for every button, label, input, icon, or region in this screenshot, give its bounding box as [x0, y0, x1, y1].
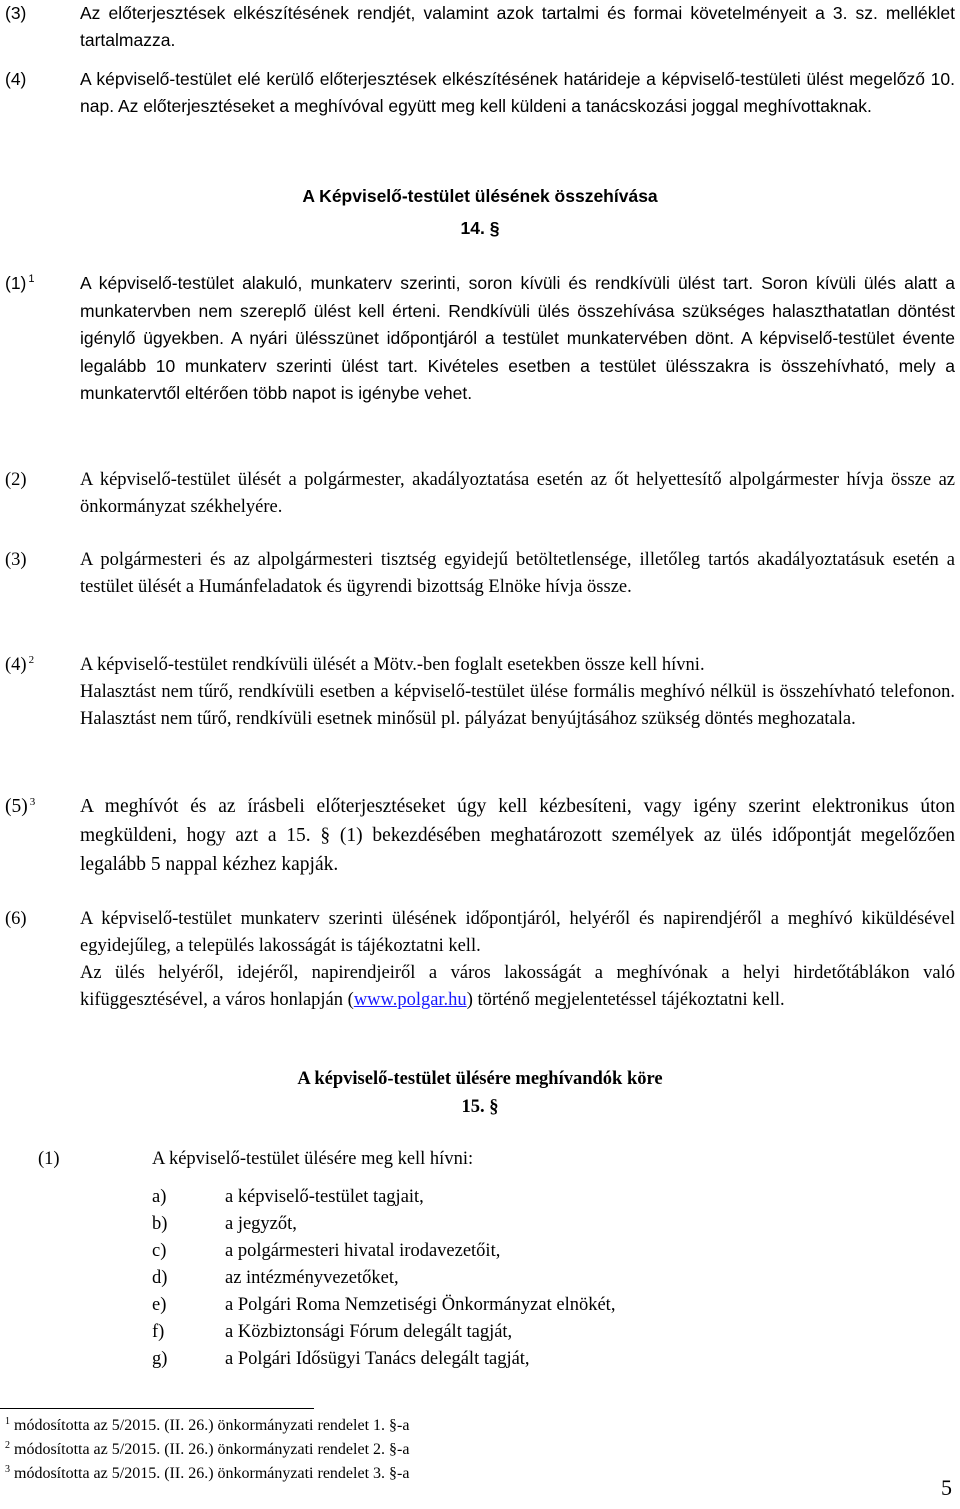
footnote: $^1$ módosította az 5/2015. (II. 26.) önkormányzati rendelet 1. §-a [5, 1416, 410, 1434]
footnote: $^3$ módosította az 5/2015. (II. 26.) önkormányzati rendelet 3. §-a [5, 1464, 410, 1482]
paragraph-number: (4) [5, 69, 27, 89]
paragraph-14-4 [0, 652, 955, 733]
paragraph-text: A polgármesteri és az alpolgármesteri tisztség egyidejű betöltetlensége, illetőleg tartós akadályoztatásuk esetén a testület ülését a Humánfeladatok és ügyrendi bizottság Elnöke hívja össze. [80, 550, 955, 597]
footnote-ref[interactable]: 3 [29, 796, 36, 808]
list-item: e) a Polgári Roma Nemzetiségi Önkormányzat elnökét, [152, 1295, 616, 1315]
list-item: b) a jegyzőt, [152, 1214, 297, 1234]
paragraph-number: (3) [5, 550, 27, 570]
paragraph-14-1 [0, 270, 955, 408]
paragraph-number: (2) [5, 470, 27, 490]
footnote-ref[interactable]: 1 [28, 273, 35, 285]
paragraph-text: A képviselő-testület munkaterv szerinti ülésének időpontjáról, helyéről és napirendjéről a meghívó kiküldésével egyidejűleg, a település lakosságát is tájékoztatni kell. [80, 909, 955, 956]
list-item: g) a Polgári Idősügyi Tanács delegált tagját, [152, 1349, 530, 1369]
paragraph-14-2 [0, 467, 955, 521]
paragraph-13-3 [0, 0, 955, 54]
paragraph-number: (1) $^1$ [5, 273, 35, 293]
footnote: $^2$ módosította az 5/2015. (II. 26.) önkormányzati rendelet 2. §-a [5, 1440, 410, 1458]
paragraph-text: A képviselő-testület alakuló, munkaterv szerinti, soron kívüli és rendkívüli ülést tart. Soron kívüli ülés alatt a munkatervben nem szereplő ülést kell érteni. Rendkívüli ülés összehívása szükséges halaszthatatlan döntést igénylő ügyekben. A nyári ülésszünet időpontjáról a testület munkatervében dönt. A képviselő-testület évente legalább 10 munkaterv szerinti ülést tart. Kivételes esetben a testület ülésszakra is összehívható, mely a munkatervtől eltérően több napot is igénybe vehet. [80, 273, 955, 404]
paragraph-14-5 [0, 792, 955, 879]
page-number: 5 [941, 1475, 952, 1500]
list-item: f) a Közbiztonsági Fórum delegált tagját, [152, 1322, 513, 1342]
paragraph-text: Halasztást nem tűrő, rendkívüli esetben a képviselő-testület ülése formális meghívó nélkül is összehívható telefonon. Halasztást nem tűrő, rendkívüli esetnek minősül pl. pályázat benyújtásához szükség döntés meghozatala. [80, 682, 955, 729]
section-number: 15. § [461, 1097, 499, 1117]
paragraph-14-3 [0, 547, 955, 601]
paragraph-13-4 [0, 66, 955, 120]
paragraph-text: A képviselő-testület rendkívüli ülését a Mötv.-ben foglalt esetekben össze kell hívni. [80, 655, 705, 675]
paragraph-text: A meghívót és az írásbeli előterjesztéseket úgy kell kézbesíteni, vagy igény szerint elektronikus úton megküldeni, hogy azt a 15. § (1) bekezdésében meghatározott személyek az ülés időpontját megelőzően legalább 5 nappal kézhez kapják. [80, 796, 955, 875]
section-number: 14. § [460, 218, 500, 238]
paragraph-number: (5) $^3$ [5, 796, 36, 817]
paragraph-text: A képviselő-testület ülését a polgármester, akadályoztatása esetén az őt helyettesítő alpolgármester hívja össze az önkormányzat székhelyére. [80, 470, 955, 517]
paragraph-number: (4) $^2$ [5, 654, 35, 675]
list-item: c) a polgármesteri hivatal irodavezetőit, [152, 1241, 501, 1261]
footnote-ref[interactable]: 2 [28, 654, 35, 666]
website-link[interactable]: www.polgar.hu [353, 990, 467, 1010]
list-item: d) az intézményvezetőket, [152, 1268, 399, 1288]
paragraph-text: A képviselő-testület ülésére meg kell hívni: [152, 1149, 474, 1169]
paragraph-14-6 [0, 906, 955, 1014]
section-title: A Képviselő-testület ülésének összehívása [302, 186, 658, 206]
paragraph-text: Az ülés helyéről, idejéről, napirendjeiről a város lakosságát a meghívónak a helyi hirdetőtáblákon való kifüggesztésével, a város honlapján (www.polgar.hu) történő megjelentetéssel tájékoztatni kell. [80, 963, 955, 1010]
paragraph-number: (6) [5, 909, 27, 929]
list-item: a) a képviselő-testület tagjait, [152, 1187, 424, 1207]
footnote-divider [0, 1408, 314, 1409]
paragraph-number: (1) [38, 1149, 60, 1169]
paragraph-text: A képviselő-testület elé kerülő előterjesztések elkészítésének határideje a képviselő-testületi ülést megelőző 10. nap. Az előterjesztéseket a meghívóval együtt meg kell küldeni a tanácskozási joggal meghívottaknak. [80, 69, 955, 116]
paragraph-number: (3) [5, 3, 27, 23]
paragraph-text: Az előterjesztések elkészítésének rendjét, valamint azok tartalmi és formai követelményeit a 3. sz. melléklet tartalmazza. [80, 3, 955, 50]
section-title: A képviselő-testület ülésére meghívandók köre [297, 1069, 663, 1089]
